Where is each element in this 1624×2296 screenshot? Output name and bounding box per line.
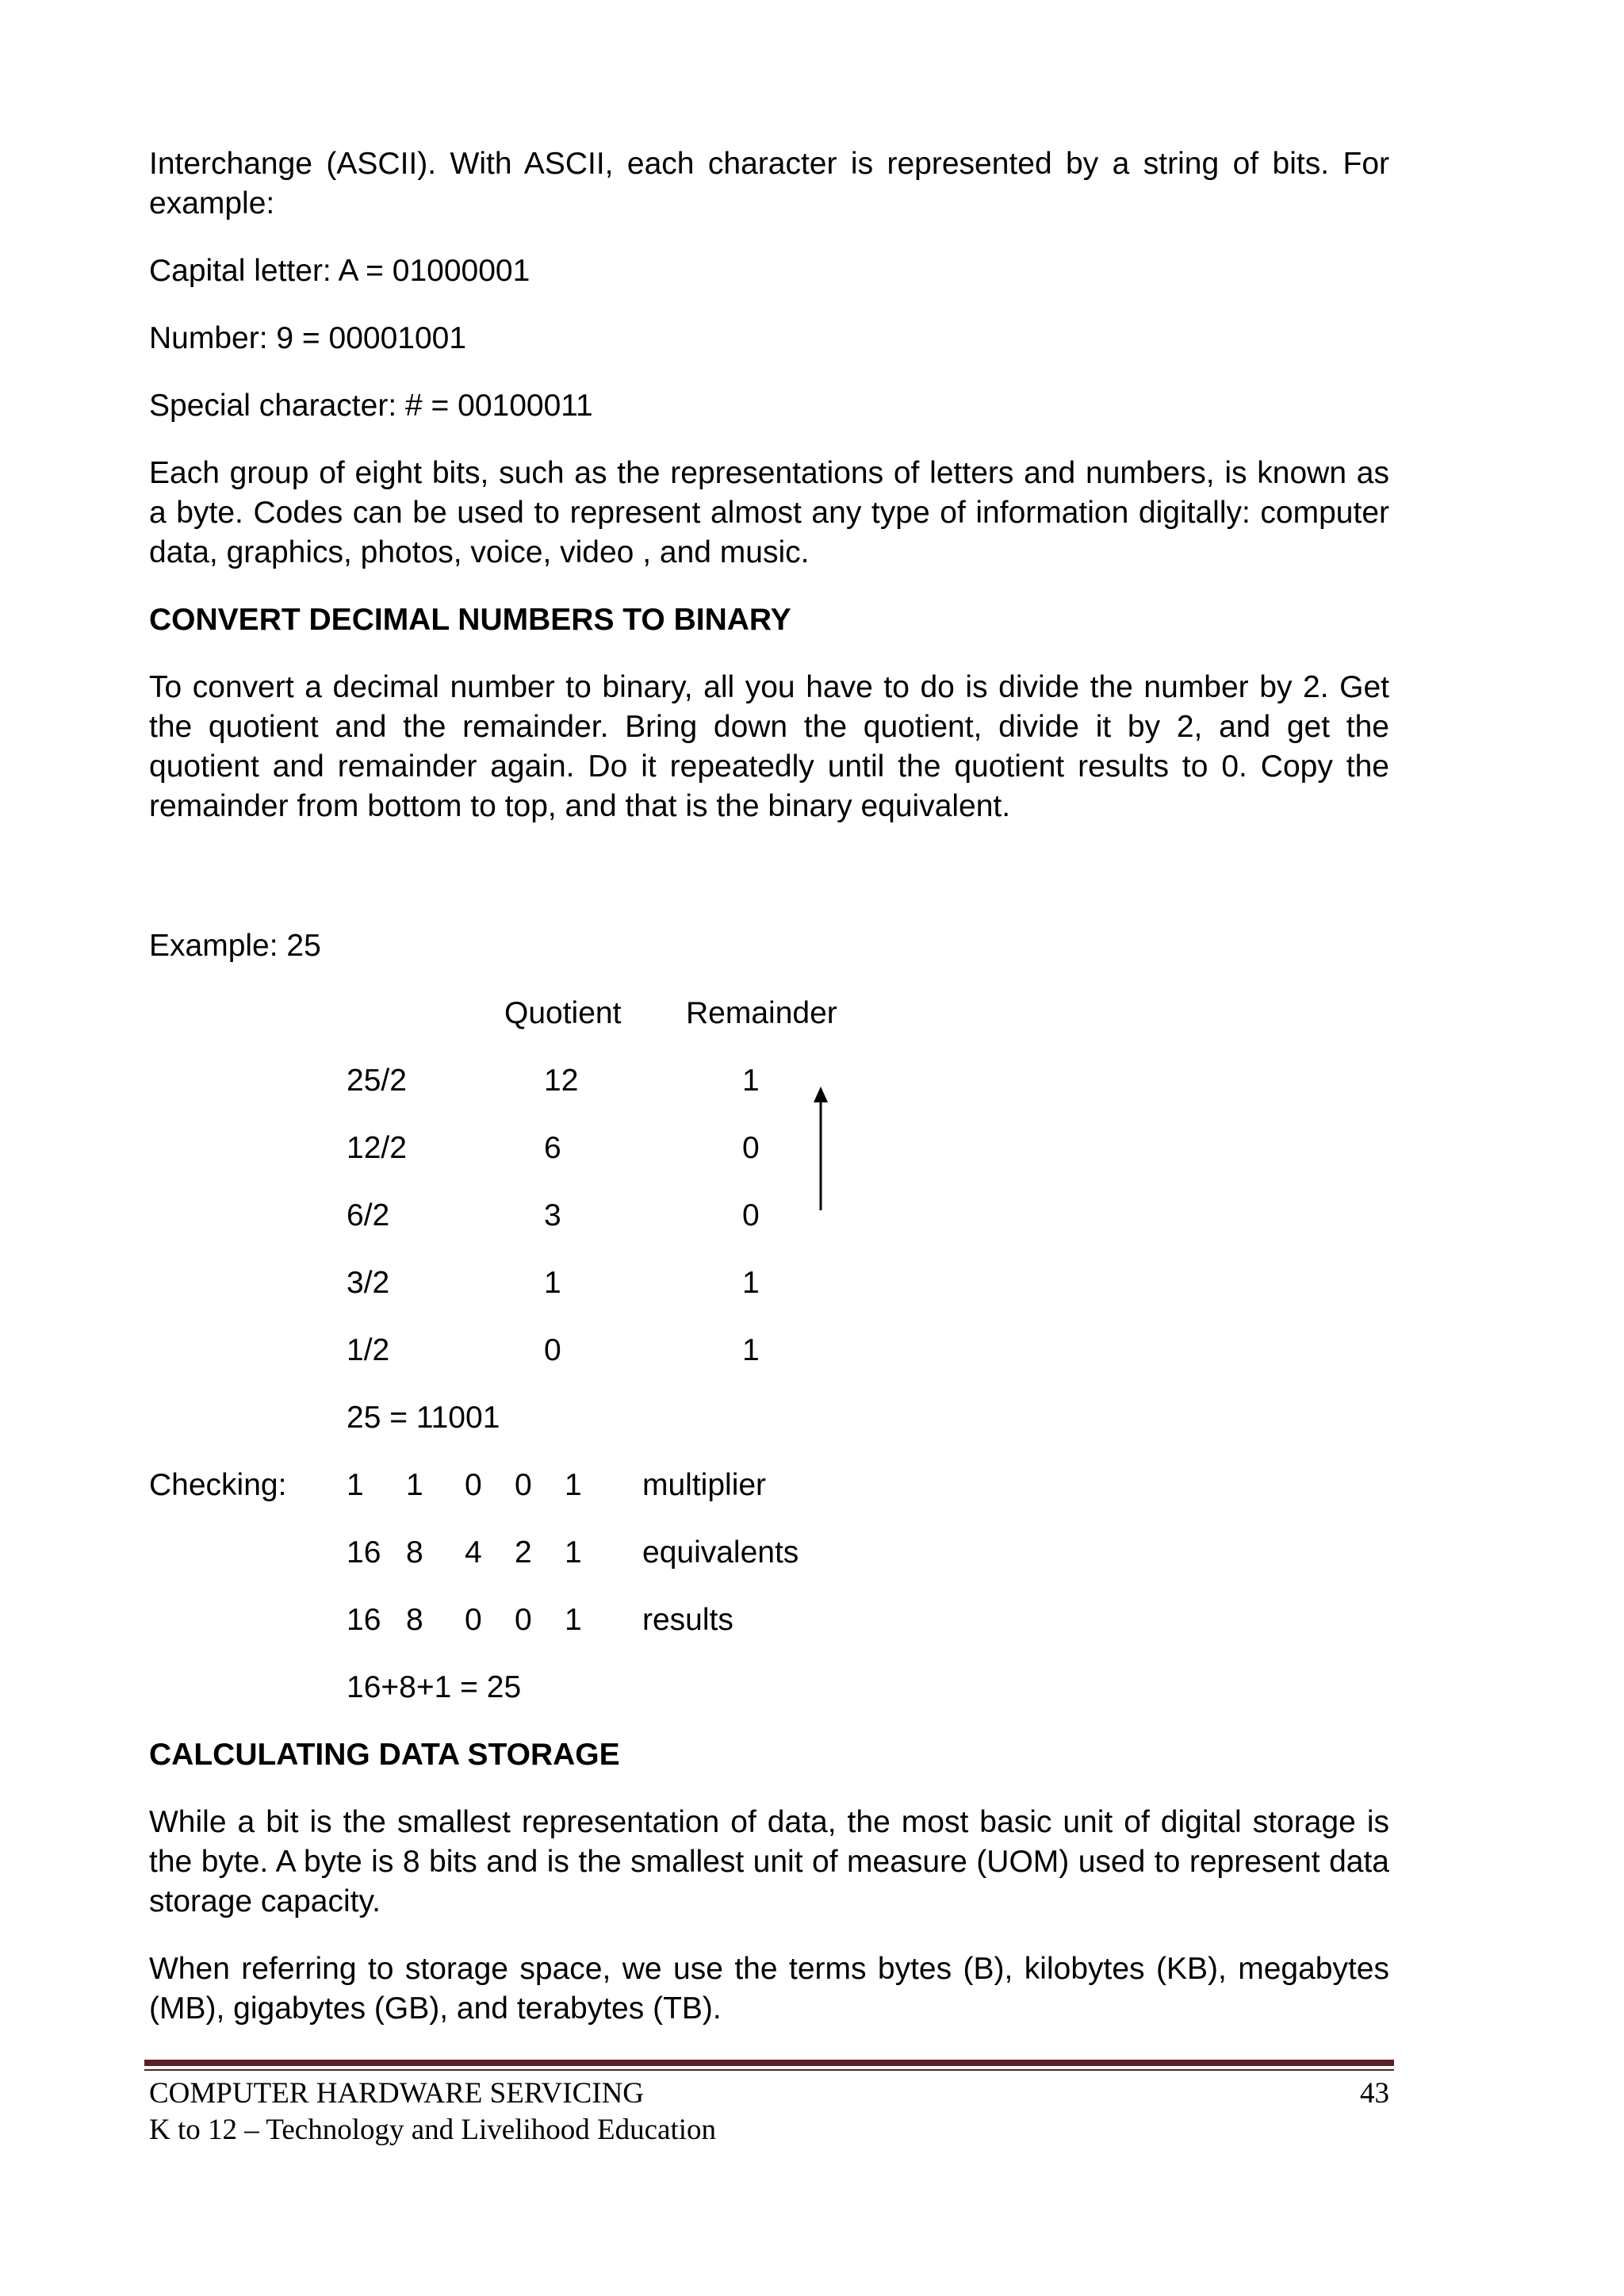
check-value: 8: [406, 1535, 423, 1570]
footer-rule-thin: [144, 2069, 1394, 2071]
remainder-cell: 1: [742, 1266, 760, 1300]
remainder-cell: 0: [742, 1131, 760, 1165]
example-label: Example: 25: [149, 929, 321, 963]
division-cell: 6/2: [347, 1198, 390, 1232]
division-cell: 25/2: [347, 1064, 407, 1098]
remainder-cell: 1: [742, 1064, 760, 1098]
check-caption: equivalents: [642, 1535, 799, 1570]
quotient-cell: 3: [544, 1198, 561, 1232]
number-example: Number: 9 = 00001001: [149, 321, 467, 355]
remainder-header: Remainder: [686, 996, 837, 1030]
check-caption: results: [642, 1603, 733, 1637]
check-caption: multiplier: [642, 1468, 767, 1502]
storage-paragraph-1: While a bit is the smallest representation of data, the most basic unit of digital storage is the byte. A byte is 8 bits and is the smallest unit of measure (UOM) used to represent data storage capacity.: [149, 1805, 1389, 1918]
storage-paragraph-2: When referring to storage space, we use the terms bytes (B), kilobytes (KB), megabytes (MB), gigabytes (GB), and terabytes (TB).: [149, 1952, 1389, 2026]
checking-label: Checking:: [149, 1468, 287, 1502]
remainder-cell: 0: [742, 1198, 760, 1232]
check-value: 16: [347, 1535, 381, 1570]
footer-title: COMPUTER HARDWARE SERVICING: [149, 2077, 645, 2110]
check-value: 2: [515, 1535, 532, 1570]
byte-paragraph: Each group of eight bits, such as the representations of letters and numbers, is known as a byte. Codes can be used to represent almost any type of information digitally: computer data, graphics, photos, voice, video , and music.: [149, 456, 1389, 569]
check-value: 8: [406, 1603, 423, 1637]
intro-paragraph: Interchange (ASCII). With ASCII, each character is represented by a string of bits. For example:: [149, 147, 1389, 220]
check-value: 1: [406, 1468, 423, 1502]
quotient-header: Quotient: [504, 996, 622, 1030]
check-value: 0: [515, 1603, 532, 1637]
footer-rule: [144, 2060, 1394, 2066]
division-cell: 12/2: [347, 1131, 407, 1165]
check-value: 0: [465, 1468, 482, 1502]
convert-heading: CONVERT DECIMAL NUMBERS TO BINARY: [149, 603, 791, 637]
special-character-example: Special character: # = 00100011: [149, 389, 593, 423]
quotient-cell: 12: [544, 1064, 579, 1098]
division-cell: 3/2: [347, 1266, 390, 1300]
check-value: 4: [465, 1535, 482, 1570]
check-value: 16: [347, 1603, 381, 1637]
quotient-cell: 1: [544, 1266, 561, 1300]
capital-letter-example: Capital letter: A = 01000001: [149, 254, 530, 288]
quotient-cell: 6: [544, 1131, 561, 1165]
division-cell: 1/2: [347, 1333, 390, 1367]
convert-paragraph: To convert a decimal number to binary, all you have to do is divide the number by 2. Get the quotient and the remainder. Bring down the quotient, divide it by 2, and get the quotient and remainder again. Do it repeatedly until the quotient results to 0. Copy the remainder from bottom to top, and that is the binary equivalent.: [149, 670, 1389, 823]
check-value: 1: [565, 1535, 582, 1570]
check-value: 0: [515, 1468, 532, 1502]
up-arrow-icon: [809, 1087, 833, 1213]
storage-section: [149, 1735, 1389, 2029]
storage-heading: CALCULATING DATA STORAGE: [149, 1738, 620, 1772]
check-sum: 16+8+1 = 25: [347, 1670, 522, 1704]
check-value: 0: [465, 1603, 482, 1637]
check-value: 1: [347, 1468, 364, 1502]
remainder-cell: 1: [742, 1333, 760, 1367]
page-number: 43: [1360, 2077, 1389, 2110]
binary-result: 25 = 11001: [347, 1401, 500, 1435]
page-body: [149, 144, 1389, 826]
quotient-cell: 0: [544, 1333, 561, 1367]
check-value: 1: [565, 1603, 582, 1637]
footer-subtitle: K to 12 – Technology and Livelihood Education: [149, 2114, 717, 2146]
check-value: 1: [565, 1468, 582, 1502]
